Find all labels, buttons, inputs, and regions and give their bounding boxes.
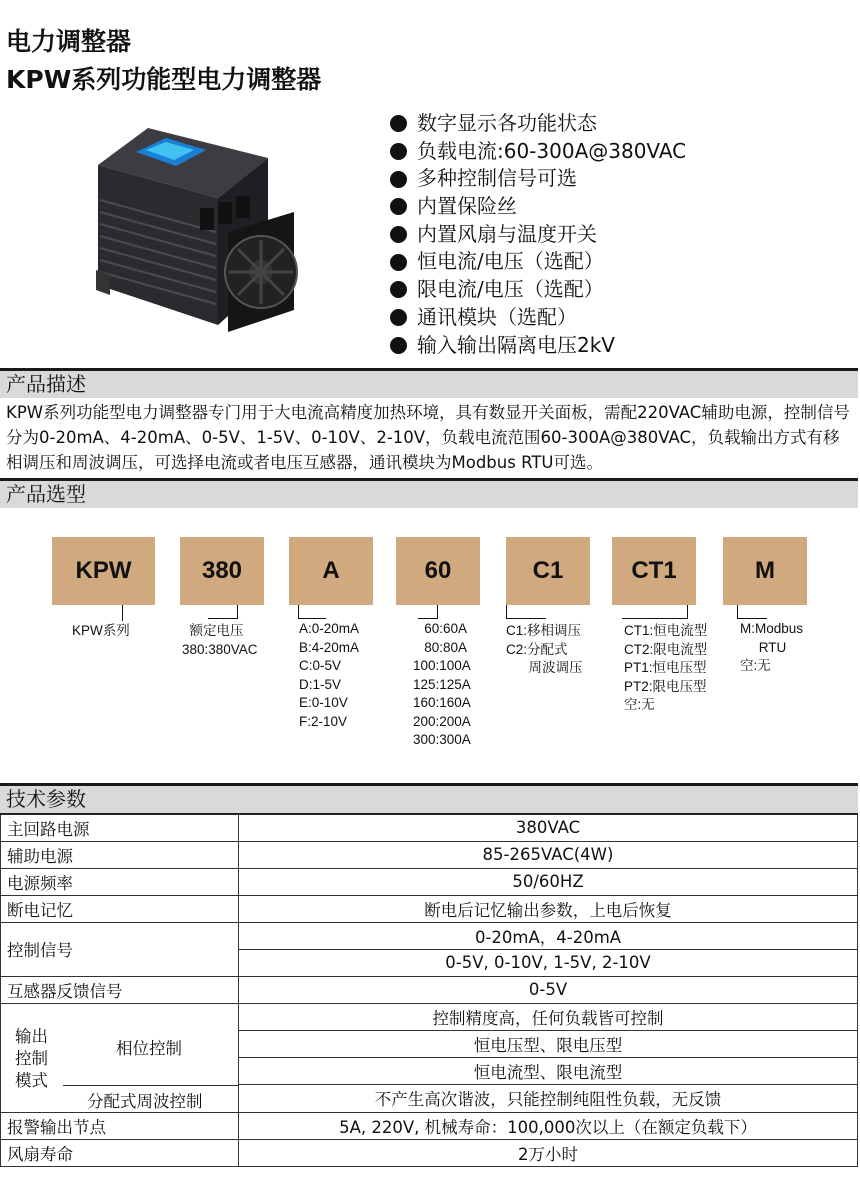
connector-line [506, 605, 546, 619]
table-row [1, 1139, 858, 1166]
table-row [1, 976, 858, 1003]
feature-item: 限电流/电压（选配） [390, 276, 686, 304]
output-mode-cell [1, 1003, 239, 1112]
description-heading: 产品描述 [0, 368, 858, 398]
phase-control-label: 相位控制 [116, 1038, 182, 1058]
connector-line [418, 605, 438, 619]
table-row [1, 895, 858, 922]
code-box-comm: M [723, 537, 807, 605]
bullet-icon [390, 309, 407, 326]
connector-line [737, 605, 767, 619]
spec-label: 电源频率 [1, 868, 239, 895]
spec-label: 互感器反馈信号 [1, 976, 239, 1003]
option-label-series: KPW系列 [72, 623, 130, 638]
specs-heading: 技术参数 [0, 783, 858, 813]
specs-table [0, 813, 858, 1167]
spec-label: 报警输出节点 [1, 1112, 239, 1139]
connector-line [122, 605, 123, 621]
table-row [1, 841, 858, 868]
bullet-icon [390, 115, 407, 132]
spec-value: 2万小时 [239, 1139, 858, 1166]
spec-value: 50/60HZ [239, 868, 858, 895]
table-row [1, 1003, 858, 1030]
spec-label: 断电记忆 [1, 895, 239, 922]
table-row [1, 814, 858, 841]
spec-value: 0-5V, 0-10V, 1-5V, 2-10V [239, 949, 858, 976]
spec-label: 风扇寿命 [1, 1139, 239, 1166]
spec-value: 不产生高次谐波，只能控制纯阻性负载，无反馈 [239, 1085, 858, 1112]
spec-value: 恒电流型、限电流型 [239, 1058, 858, 1085]
feature-item: 数字显示各功能状态 [390, 110, 686, 138]
spec-value: 85-265VAC(4W) [239, 841, 858, 868]
bullet-icon [390, 198, 407, 215]
product-image [88, 120, 308, 340]
bullet-icon [390, 226, 407, 243]
feature-item: 多种控制信号可选 [390, 165, 686, 193]
option-label-transformer: CT1:恒电流型 CT2:限电流型 PT1:恒电压型 PT2:限电压型 空:无 [624, 623, 708, 712]
selection-heading: 产品选型 [0, 478, 858, 508]
spec-value: 恒电压型、限电压型 [239, 1030, 858, 1057]
feature-item: 恒电流/电压（选配） [390, 248, 686, 276]
cycle-control-label: 分配式周波控制 [87, 1091, 203, 1111]
feature-item: 通讯模块（选配） [390, 304, 686, 332]
divider [63, 1085, 239, 1086]
description-text: KPW系列功能型电力调整器专门用于大电流高精度加热环境，具有数显开关面板，需配220VAC辅助电源，控制信号分为0-20mA、4-20mA、0-5V、1-5V、0-10V、2-10V，负载电流范围60-300A@380VAC，负载输出方式有移相调压和周波调压，可选择电流或者电压互感器，通讯模块为Modbus RTU可选。 [6, 403, 850, 472]
code-box-mode: C1 [506, 537, 590, 605]
code-box-current: 60 [396, 537, 480, 605]
bullet-icon [390, 281, 407, 298]
page-title: 电力调整器 [6, 27, 132, 56]
spec-value: 0-20mA，4-20mA [239, 922, 858, 949]
spec-value: 5A, 220V, 机械寿命：100,000次以上（在额定负载下） [239, 1112, 858, 1139]
bullet-icon [390, 337, 407, 354]
spec-value: 0-5V [239, 976, 858, 1003]
spec-label: 辅助电源 [1, 841, 239, 868]
spec-label: 主回路电源 [1, 814, 239, 841]
feature-list [390, 110, 686, 359]
option-label-current: 60:60A 80:80A 100:100A 125:125A 160:160A 200:200A 300:300A [413, 621, 471, 747]
spec-value: 控制精度高，任何负载皆可控制 [239, 1003, 858, 1030]
feature-item: 内置风扇与温度开关 [390, 221, 686, 249]
output-mode-label: 输出 控制 模式 [15, 1026, 48, 1090]
page-subtitle: KPW系列功能型电力调整器 [6, 65, 322, 94]
connector-line [208, 605, 238, 619]
table-row [1, 868, 858, 895]
code-box-transformer: CT1 [612, 537, 696, 605]
code-box-voltage: 380 [180, 537, 264, 605]
option-label-voltage: 额定电压 380:380VAC [182, 623, 258, 657]
option-label-signal: A:0-20mA B:4-20mA C:0-5V D:1-5V E:0-10V F:2-10V [299, 621, 360, 729]
bullet-icon [390, 254, 407, 271]
feature-item: 输入输出隔离电压2kV [390, 332, 686, 360]
spec-label: 控制信号 [1, 922, 239, 976]
feature-item: 内置保险丝 [390, 193, 686, 221]
bullet-icon [390, 143, 407, 160]
feature-item: 负载电流:60-300A@380VAC [390, 138, 686, 166]
spec-value: 断电后记忆输出参数，上电后恢复 [239, 895, 858, 922]
table-row [1, 922, 858, 949]
spec-value: 380VAC [239, 814, 858, 841]
code-box-signal: A [289, 537, 373, 605]
code-box-series: KPW [52, 537, 155, 605]
connector-line [298, 605, 326, 619]
option-label-comm: M:Modbus RTU 空:无 [740, 621, 804, 673]
connector-line [622, 605, 688, 619]
option-label-mode: C1:移相调压 C2:分配式 周波调压 [506, 623, 583, 675]
table-row [1, 1112, 858, 1139]
bullet-icon [390, 171, 407, 188]
